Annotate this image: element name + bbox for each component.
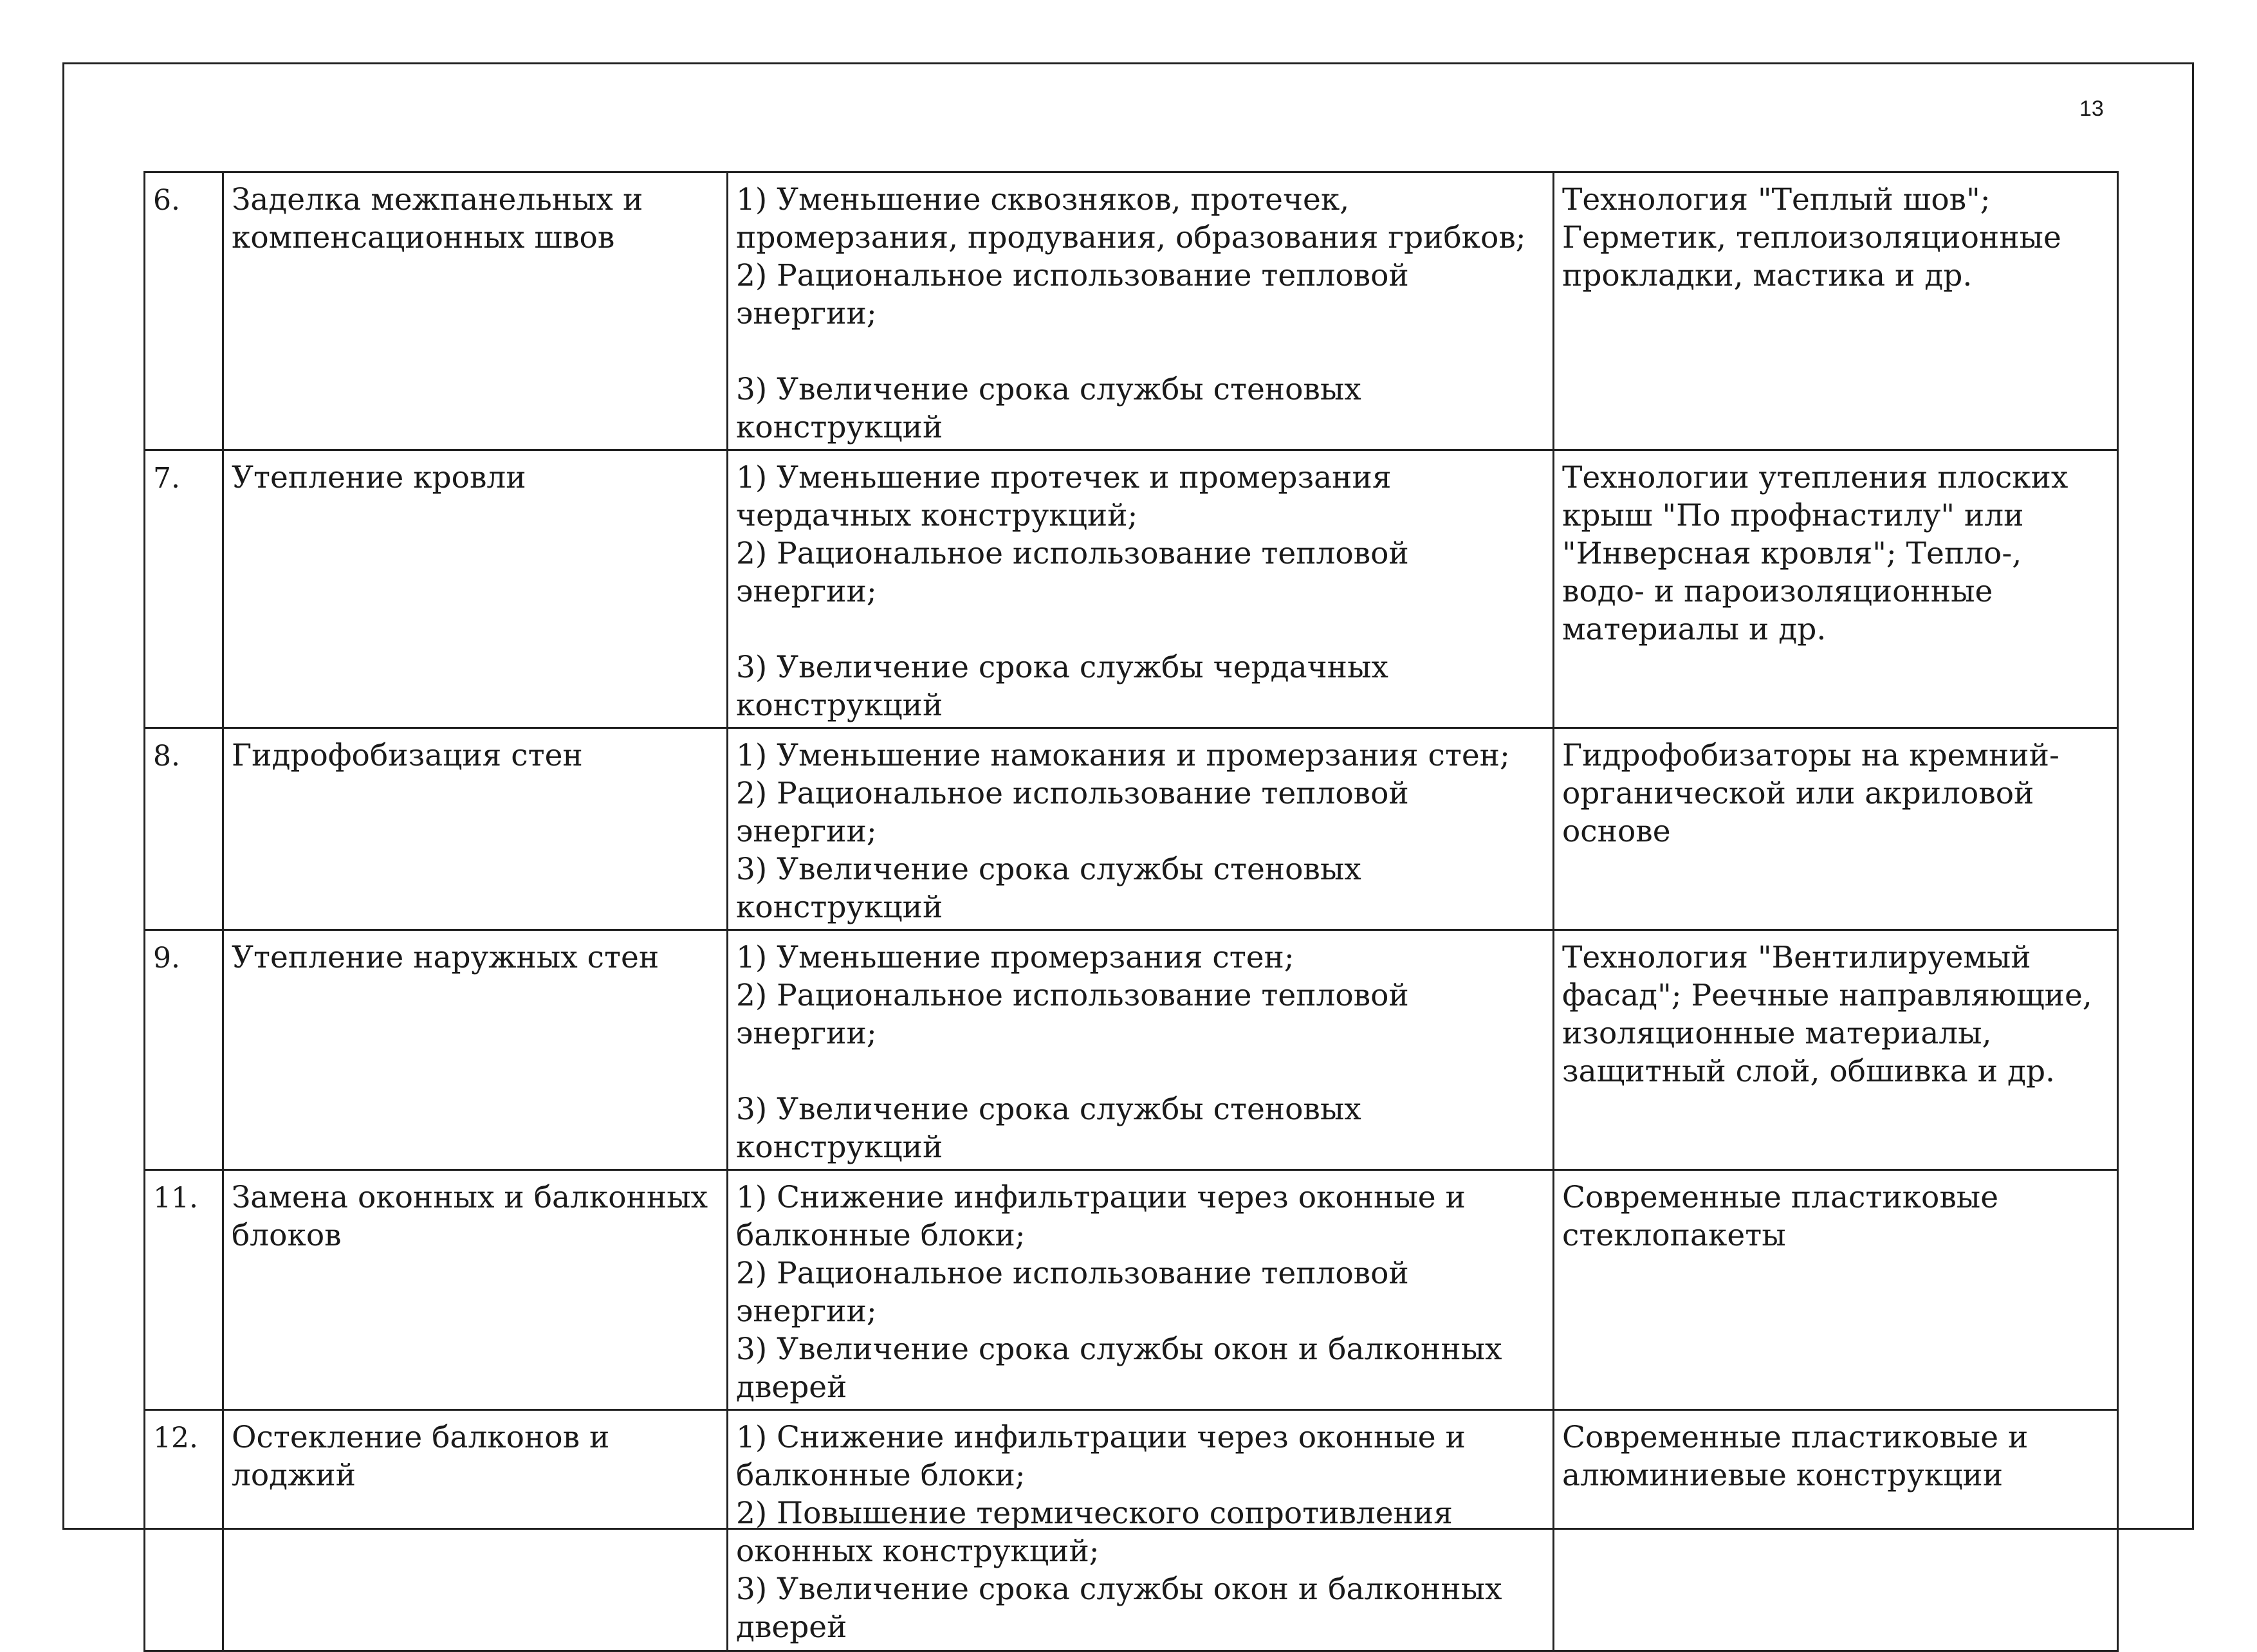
work-cell: Остекление балконов и лоджий [223,1410,728,1651]
row-number-cell: 12. [145,1410,223,1651]
effect-item: 1) Уменьшение протечек и промерзания чердачных конструкций; [736,460,1392,533]
work-cell: Заделка межпанельных и компенсационных швов [223,172,728,450]
effect-item: 3) Увеличение срока службы окон и балконных дверей [736,1332,1502,1405]
technology-cell: Гидрофобизаторы на кремний-органической или акриловой основе [1554,728,2118,930]
effect-item: 2) Рациональное использование тепловой энергии; [736,978,1409,1051]
effect-cell [728,450,1554,728]
effect-item: 1) Уменьшение промерзания стен; [736,940,1294,975]
row-number-cell: 9. [145,930,223,1170]
work-cell: Замена оконных и балконных блоков [223,1170,728,1410]
row-number-cell: 6. [145,172,223,450]
effect-item: 1) Уменьшение сквозняков, протечек, промерзания, продувания, образования грибков; [736,182,1526,255]
table-row [145,930,2118,1170]
effect-item: 3) Увеличение срока службы стеновых конструкций [736,852,1361,925]
effect-cell [728,172,1554,450]
effect-item: 1) Снижение инфильтрации через оконные и балконные блоки; [736,1420,1466,1493]
technology-cell: Технология "Теплый шов"; Герметик, теплоизоляционные прокладки, мастика и др. [1554,172,2118,450]
effect-item: 2) Рациональное использование тепловой энергии; [736,776,1409,849]
table-row [145,1170,2118,1410]
effect-cell [728,1410,1554,1651]
effect-item: 3) Увеличение срока службы стеновых конструкций [736,372,1361,445]
table-row [145,450,2118,728]
table-row [145,1410,2118,1651]
row-number-cell: 11. [145,1170,223,1410]
measures-table [143,171,2119,1652]
effect-item: 2) Повышение термического сопротивления оконных конструкций; [736,1496,1453,1569]
effect-cell [728,930,1554,1170]
table-row [145,172,2118,450]
work-cell: Утепление кровли [223,450,728,728]
effect-item: 1) Снижение инфильтрации через оконные и балконные блоки; [736,1180,1466,1253]
work-cell: Гидрофобизация стен [223,728,728,930]
effect-item: 3) Увеличение срока службы чердачных конструкций [736,650,1388,723]
effect-item: 1) Уменьшение намокания и промерзания стен; [736,738,1510,773]
technology-cell: Современные пластиковые и алюминиевые конструкции [1554,1410,2118,1651]
work-cell: Утепление наружных стен [223,930,728,1170]
page-number: 13 [2079,96,2104,121]
effect-item: 3) Увеличение срока службы окон и балконных дверей [736,1572,1502,1645]
effect-item: 2) Рациональное использование тепловой энергии; [736,258,1409,331]
effect-item: 2) Рациональное использование тепловой энергии; [736,1256,1409,1329]
table-row [145,728,2118,930]
effect-item: 2) Рациональное использование тепловой энергии; [736,536,1409,609]
technology-cell: Технологии утепления плоских крыш "По профнастилу" или "Инверсная кровля"; Тепло-, водо- и пароизоляционные материалы и др. [1554,450,2118,728]
effect-cell [728,1170,1554,1410]
effect-cell [728,728,1554,930]
row-number-cell: 7. [145,450,223,728]
technology-cell: Современные пластиковые стеклопакеты [1554,1170,2118,1410]
effect-item: 3) Увеличение срока службы стеновых конструкций [736,1092,1361,1165]
technology-cell: Технология "Вентилируемый фасад"; Реечные направляющие, изоляционные материалы, защитный слой, обшивка и др. [1554,930,2118,1170]
row-number-cell: 8. [145,728,223,930]
